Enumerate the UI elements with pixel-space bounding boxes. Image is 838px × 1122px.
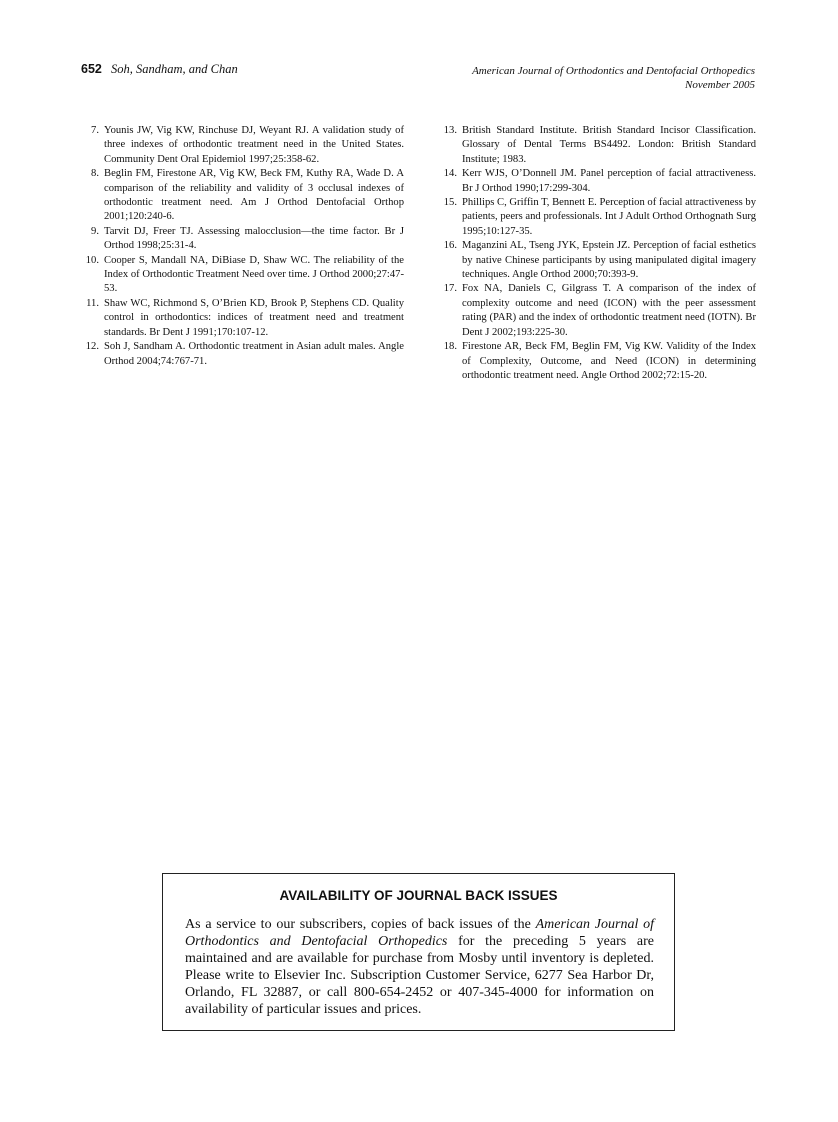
- reference-number: 10.: [85, 254, 99, 266]
- reference-number: 14.: [443, 168, 457, 180]
- notice-title: AVAILABILITY OF JOURNAL BACK ISSUES: [279, 888, 558, 903]
- reference-text: Shaw WC, Richmond S, O’Brien KD, Brook P, Stephens CD. Quality control in orthodontics: indices of treatment need and treatment standards. Br Dent J 1991;170:107-12.: [104, 297, 404, 338]
- reference-text: Cooper S, Mandall NA, DiBiase D, Shaw WC. The reliability of the Index of Orthodontic Treatment Need over time. J Orthod 2000;27:47-53.: [104, 254, 404, 295]
- reference-item: [438, 239, 756, 282]
- reference-text: Firestone AR, Beck FM, Beglin FM, Vig KW. Validity of the Index of Complexity, Outcome, and Need (ICON) in determining orthodontic treatment need. Angle Orthod 2002;72:15-20.: [462, 341, 756, 381]
- notice-text: [185, 916, 654, 1018]
- reference-item: [438, 196, 756, 239]
- reference-item: [438, 340, 756, 383]
- page-number: 652: [81, 62, 102, 76]
- notice-text-start: As a service to our subscribers, copies of back issues of the: [185, 917, 536, 932]
- reference-number: 15.: [443, 197, 457, 209]
- references-left-column: [80, 124, 404, 369]
- authors: Soh, Sandham, and Chan: [110, 62, 238, 76]
- reference-text: Soh J, Sandham A. Orthodontic treatment in Asian adult males. Angle Orthod 2004;74:767-71.: [104, 341, 404, 367]
- reference-item: [438, 282, 756, 340]
- reference-text: Kerr WJS, O’Donnell JM. Panel perception of facial attractiveness. Br J Orthod 1990;17:299-304.: [462, 168, 756, 194]
- reference-number: 17.: [443, 283, 457, 295]
- reference-number: 7.: [91, 125, 99, 136]
- reference-text: British Standard Institute. British Standard Incisor Classification. Glossary of Dental Terms BS4492. London: British Standard Institute; 1983.: [462, 125, 756, 165]
- reference-item: [80, 340, 404, 369]
- reference-item: [80, 254, 404, 297]
- reference-number: 18.: [443, 341, 457, 353]
- back-issues-notice: [162, 873, 675, 1031]
- running-header-left: [81, 62, 238, 77]
- reference-text: Beglin FM, Firestone AR, Vig KW, Beck FM, Kuthy RA, Wade D. A comparison of the reliability and validity of 3 occlusal indexes of orthodontic treatment need. Am J Orthod Dentofacial Orthop 2001;120:240-6.: [104, 168, 404, 223]
- reference-text: Tarvit DJ, Freer TJ. Assessing malocclusion—the time factor. Br J Orthod 1998;25:31-4.: [104, 225, 404, 252]
- reference-item: [80, 167, 404, 225]
- reference-text: Younis JW, Vig KW, Rinchuse DJ, Weyant RJ. A validation study of three indexes of orthodontic treatment need in the United States. Community Dent Oral Epidemiol 1997;25:358-62.: [104, 125, 404, 165]
- reference-number: 11.: [86, 297, 99, 309]
- reference-item: [80, 225, 404, 254]
- running-header-right: [472, 64, 755, 92]
- reference-text: Phillips C, Griffin T, Bennett E. Perception of facial attractiveness by patients, peers and professionals. Int J Adult Orthod Orthognath Surg 1995;10:127-35.: [462, 197, 756, 237]
- issue-date: November 2005: [685, 79, 755, 91]
- reference-number: 12.: [85, 341, 99, 353]
- notice-text-end: for the preceding 5 years are maintained and are available for purchase from Mosby until inventory is depleted. Please write to Elsevier Inc. Subscription Customer Service, 6277 Sea Harbor Dr, Orlando, FL 32887, or call 800-654-2452 or 407-345-4000 for information on availability of particular issues and prices.: [185, 934, 655, 1017]
- reference-number: 16.: [443, 240, 457, 252]
- reference-number: 8.: [91, 168, 99, 180]
- reference-item: [438, 167, 756, 196]
- reference-item: [438, 124, 756, 167]
- references-right-column: [438, 124, 756, 383]
- reference-item: [80, 124, 404, 167]
- reference-text: Maganzini AL, Tseng JYK, Epstein JZ. Perception of facial esthetics by native Chinese participants by using manipulated digital imagery techniques. Angle Orthod 2000;70:393-9.: [462, 240, 756, 281]
- reference-item: [80, 297, 404, 340]
- reference-number: 9.: [91, 225, 99, 237]
- reference-number: 13.: [443, 125, 457, 136]
- reference-text: Fox NA, Daniels C, Gilgrass T. A comparison of the index of complexity outcome and need (ICON) with the peer assessment rating (PAR) and the index of orthodontic treatment need (IOTN). Br Dent J 2002;193:225-30.: [462, 283, 756, 338]
- journal-name: American Journal of Orthodontics and Dentofacial Orthopedics: [472, 65, 755, 77]
- notice-journal-name: American Journal of Orthodontics and Dentofacial Orthopedics: [185, 917, 654, 949]
